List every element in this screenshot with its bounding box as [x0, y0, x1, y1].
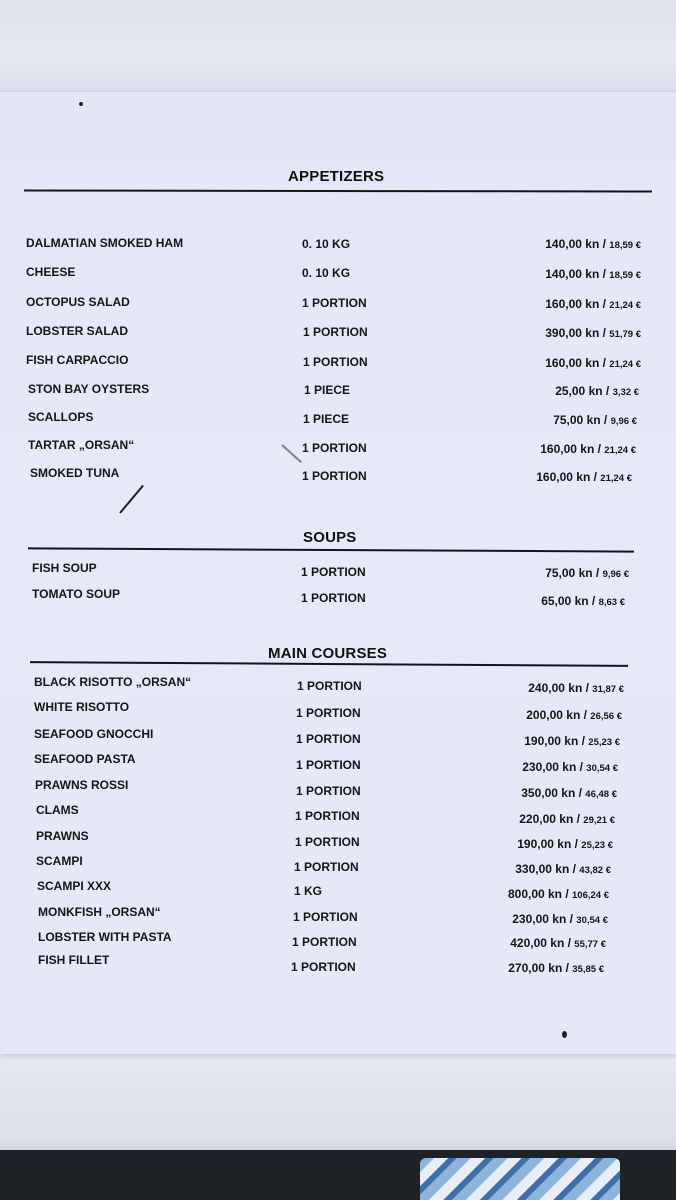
- menu-item-quantity: 1 PORTION: [302, 469, 367, 483]
- menu-item-price: [541, 594, 625, 608]
- price-kuna: 800,00 kn /: [507, 887, 573, 901]
- menu-item-name: WHITE RISOTTO: [34, 700, 130, 714]
- price-euro: 29,21 €: [583, 815, 615, 826]
- menu-item-name: TARTAR „ORSAN“: [28, 438, 135, 452]
- menu-item-price: [545, 356, 641, 370]
- menu-item-name: SEAFOOD GNOCCHI: [34, 727, 154, 741]
- menu-item-price: [522, 760, 618, 774]
- menu-item-price: [555, 384, 639, 398]
- price-euro: 18,59 €: [609, 270, 641, 281]
- menu-item-name: OCTOPUS SALAD: [26, 295, 130, 309]
- paper-speck: [562, 1031, 567, 1038]
- menu-item-name: MONKFISH „ORSAN“: [38, 905, 161, 919]
- price-euro: 55,77 €: [574, 939, 606, 950]
- price-kuna: 140,00 kn /: [545, 237, 610, 251]
- price-euro: 9,96 €: [610, 416, 637, 427]
- menu-item-price: [519, 812, 615, 826]
- menu-item-quantity: 1 PORTION: [302, 296, 367, 310]
- menu-item-quantity: 1 PIECE: [304, 383, 351, 397]
- menu-item-name: BLACK RISOTTO „ORSAN“: [34, 675, 192, 689]
- menu-item-quantity: 1 PORTION: [296, 758, 361, 772]
- menu-item-name: TOMATO SOUP: [32, 587, 121, 601]
- menu-item-quantity: 0. 10 KG: [302, 237, 351, 251]
- menu-item-name: LOBSTER SALAD: [26, 324, 128, 338]
- price-kuna: 65,00 kn /: [541, 594, 599, 608]
- menu-item-price: [517, 837, 613, 851]
- menu-item-price: [545, 237, 641, 251]
- menu-item-quantity: 1 PIECE: [303, 412, 350, 426]
- price-kuna: 160,00 kn /: [545, 297, 610, 311]
- price-kuna: 390,00 kn /: [545, 326, 610, 340]
- menu-item-price: [540, 442, 636, 456]
- price-euro: 106,24 €: [572, 890, 609, 901]
- price-euro: 46,48 €: [585, 789, 617, 800]
- menu-item-price: [510, 936, 606, 950]
- price-euro: 18,59 €: [609, 240, 641, 251]
- menu-item-quantity: 1 PORTION: [295, 809, 360, 823]
- price-kuna: 160,00 kn /: [540, 442, 605, 456]
- price-kuna: 190,00 kn /: [524, 734, 589, 748]
- menu-item-name: SMOKED TUNA: [30, 466, 120, 480]
- menu-item-name: CLAMS: [36, 803, 79, 817]
- price-euro: 51,79 €: [609, 329, 641, 340]
- tablecloth: [420, 1158, 620, 1200]
- section-title-appetizers: APPETIZERS: [288, 168, 385, 185]
- price-euro: 3,32 €: [612, 387, 639, 398]
- paper-speck: [79, 102, 83, 106]
- menu-item-quantity: 1 PORTION: [296, 732, 361, 746]
- price-kuna: 200,00 kn /: [526, 708, 591, 722]
- price-kuna: 220,00 kn /: [519, 812, 584, 826]
- menu-item-price: [545, 566, 629, 580]
- menu-item-quantity: 1 KG: [294, 884, 323, 898]
- section-title-main-courses: MAIN COURSES: [268, 645, 388, 662]
- menu-item-name: SEAFOOD PASTA: [34, 752, 136, 766]
- menu-item-price: [512, 912, 608, 926]
- menu-item-name: PRAWNS: [36, 829, 89, 843]
- price-euro: 25,23 €: [581, 840, 613, 851]
- section-title-soups: SOUPS: [303, 529, 357, 546]
- menu-item-quantity: 1 PORTION: [303, 325, 368, 339]
- price-euro: 21,24 €: [609, 359, 641, 370]
- menu-item-name: PRAWNS ROSSI: [35, 778, 129, 792]
- price-euro: 35,85 €: [572, 964, 604, 975]
- price-kuna: 240,00 kn /: [528, 681, 593, 695]
- price-euro: 21,24 €: [604, 445, 636, 456]
- price-euro: 30,54 €: [586, 763, 618, 774]
- price-kuna: 350,00 kn /: [521, 786, 586, 800]
- price-kuna: 270,00 kn /: [508, 961, 573, 975]
- price-kuna: 420,00 kn /: [510, 936, 575, 950]
- menu-item-price: [524, 734, 620, 748]
- menu-item-quantity: 0. 10 KG: [302, 266, 351, 280]
- price-kuna: 75,00 kn /: [545, 566, 603, 580]
- price-kuna: 140,00 kn /: [545, 267, 610, 281]
- menu-item-name: STON BAY OYSTERS: [28, 382, 150, 396]
- menu-item-name: FISH SOUP: [32, 561, 97, 575]
- price-euro: 43,82 €: [579, 865, 611, 876]
- price-kuna: 330,00 kn /: [515, 862, 580, 876]
- menu-item-quantity: 1 PORTION: [296, 706, 361, 720]
- menu-item-price: [526, 708, 622, 722]
- price-euro: 26,56 €: [590, 711, 622, 722]
- menu-item-name: FISH FILLET: [38, 953, 110, 967]
- menu-item-price: [521, 786, 617, 800]
- menu-item-quantity: 1 PORTION: [293, 910, 358, 924]
- price-euro: 25,23 €: [588, 737, 620, 748]
- menu-item-name: LOBSTER WITH PASTA: [38, 930, 172, 944]
- menu-item-name: SCAMPI XXX: [37, 879, 112, 893]
- price-kuna: 25,00 kn /: [555, 384, 613, 398]
- menu-item-quantity: 1 PORTION: [297, 679, 362, 693]
- menu-item-price: [508, 961, 604, 975]
- menu-item-price: [545, 297, 641, 311]
- menu-item-name: SCALLOPS: [28, 410, 94, 424]
- menu-item-price: [528, 681, 624, 695]
- menu-item-name: DALMATIAN SMOKED HAM: [26, 236, 184, 250]
- price-euro: 8,63 €: [598, 597, 625, 608]
- price-euro: 30,54 €: [576, 915, 608, 926]
- price-kuna: 230,00 kn /: [512, 912, 577, 926]
- price-euro: 9,96 €: [602, 569, 629, 580]
- menu-item-name: FISH CARPACCIO: [26, 353, 129, 367]
- price-kuna: 190,00 kn /: [517, 837, 582, 851]
- menu-item-name: CHEESE: [26, 265, 76, 279]
- price-kuna: 230,00 kn /: [522, 760, 587, 774]
- menu-item-price: [536, 470, 632, 484]
- menu-item-price: [545, 267, 641, 281]
- menu-item-quantity: 1 PORTION: [296, 784, 361, 798]
- price-euro: 21,24 €: [600, 473, 632, 484]
- price-kuna: 160,00 kn /: [536, 470, 601, 484]
- menu-item-quantity: 1 PORTION: [294, 860, 359, 874]
- menu-item-quantity: 1 PORTION: [303, 355, 368, 369]
- menu-item-price: [553, 413, 637, 427]
- price-kuna: 75,00 kn /: [553, 413, 611, 427]
- price-euro: 21,24 €: [609, 300, 641, 311]
- menu-item-quantity: 1 PORTION: [291, 960, 356, 974]
- menu-item-quantity: 1 PORTION: [295, 835, 360, 849]
- menu-item-quantity: 1 PORTION: [301, 565, 366, 579]
- menu-item-quantity: 1 PORTION: [292, 935, 357, 949]
- price-kuna: 160,00 kn /: [545, 356, 610, 370]
- menu-item-name: SCAMPI: [36, 854, 83, 868]
- menu-item-price: [545, 326, 641, 340]
- menu-item-quantity: 1 PORTION: [302, 441, 367, 455]
- menu-item-quantity: 1 PORTION: [301, 591, 366, 605]
- menu-item-price: [515, 862, 611, 876]
- price-euro: 31,87 €: [592, 684, 624, 695]
- menu-item-price: [508, 887, 609, 901]
